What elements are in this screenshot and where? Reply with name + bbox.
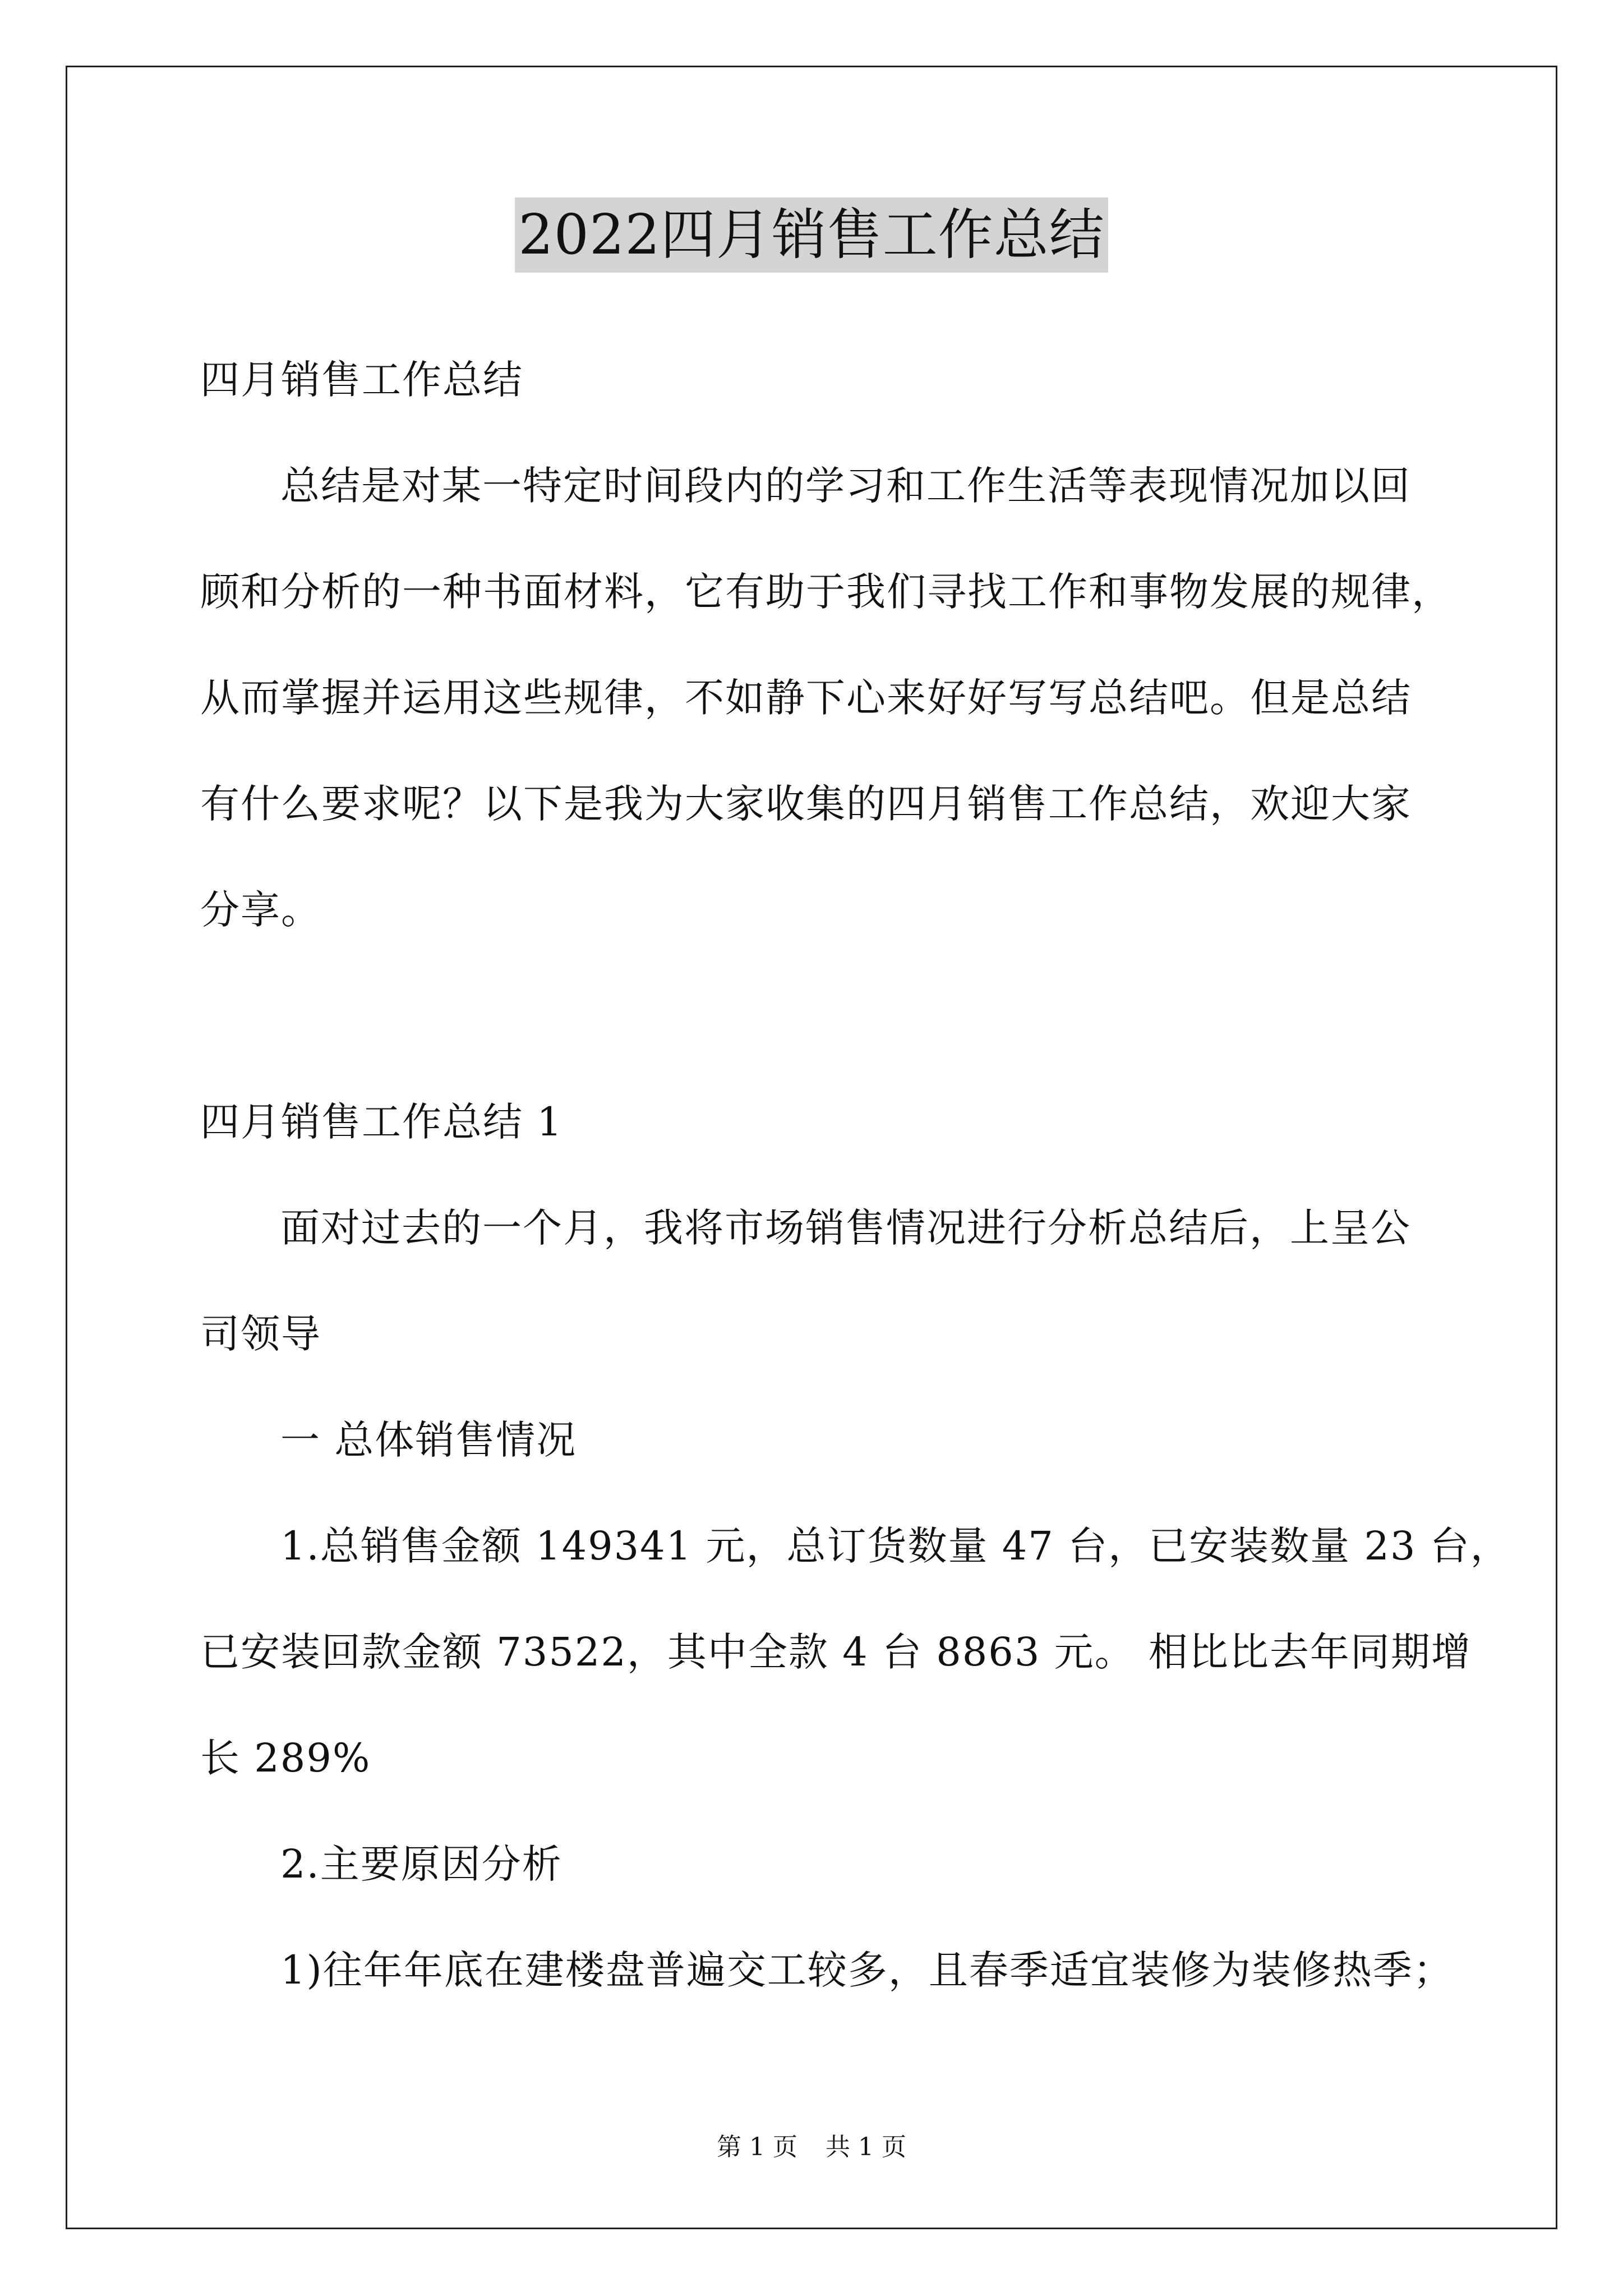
section-line-3: 一 总体销售情况 [280,1417,577,1463]
section-line-7: 2.主要原因分析 [280,1841,562,1887]
section-line-2: 司领导 [200,1311,321,1357]
intro-line-4: 有什么要求呢？以下是我为大家收集的四月销售工作总结，欢迎大家 [200,781,1412,827]
section-heading: 四月销售工作总结 1 [200,1099,563,1145]
section-line-6: 长 289% [200,1735,371,1781]
intro-line-1: 总结是对某一特定时间段内的学习和工作生活等表现情况加以回 [280,463,1411,509]
page-number: 第 1 页 [717,2133,797,2161]
intro-line-2: 顾和分析的一种书面材料，它有助于我们寻找工作和事物发展的规律， [200,569,1452,615]
section-line-1: 面对过去的一个月，我将市场销售情况进行分析总结后，上呈公 [280,1205,1411,1251]
title-container [0,197,1623,273]
section-line-5: 已安装回款金额 73522，其中全款 4 台 8863 元。 相比比去年同期增 [200,1629,1472,1675]
document-title: 2022四月销售工作总结 [515,197,1108,273]
section-line-4: 1.总销售金额 149341 元，总订货数量 47 台，已安装数量 23 台， [280,1523,1511,1569]
intro-line-3: 从而掌握并运用这些规律，不如静下心来好好写写总结吧。但是总结 [200,675,1412,721]
intro-line-5: 分享。 [200,887,321,933]
page-footer [0,2131,1623,2164]
section-line-8: 1)往年年底在建楼盘普遍交工较多，且春季适宜装修为装修热季； [280,1947,1454,1993]
page-total: 共 1 页 [826,2133,906,2161]
document-subtitle: 四月销售工作总结 [200,357,523,403]
